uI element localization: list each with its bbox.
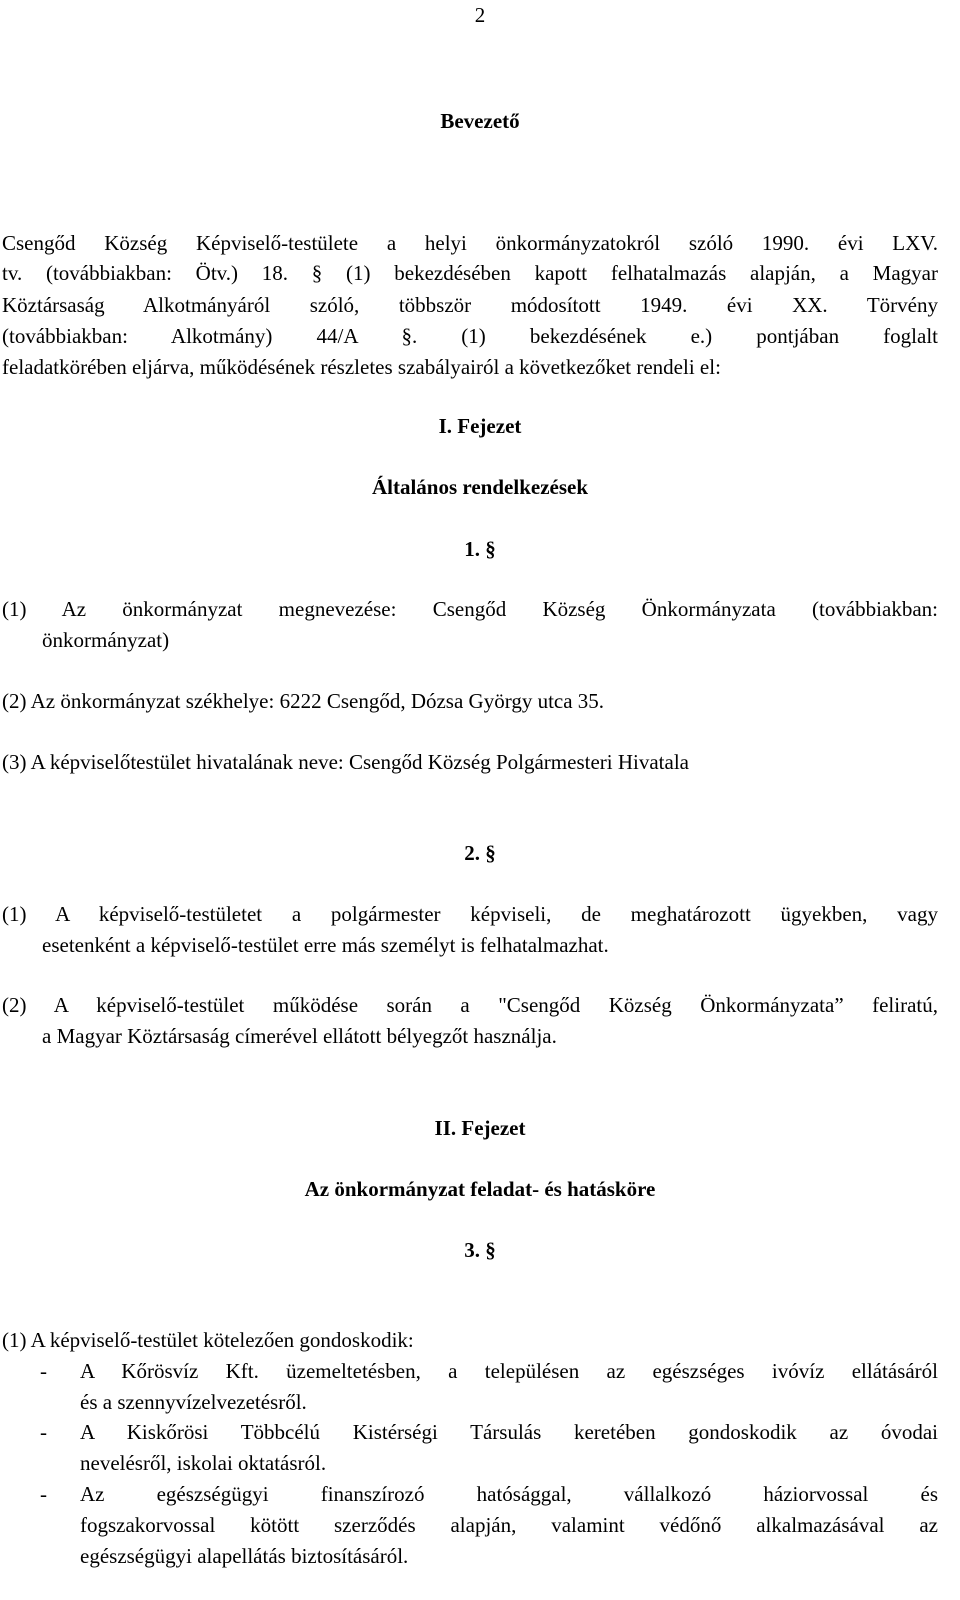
section-1-para-1-line-1: (1) Az önkormányzat megnevezése: Csengőd Község Önkormányzata (továbbiakban: [2, 597, 938, 621]
section-1-para-3: (3) A képviselőtestület hivatalának neve: Csengőd Község Polgármesteri Hivatala [2, 750, 689, 774]
list-item-1-line-1: A Kőrösvíz Kft. üzemeltetésben, a településen az egészséges ivóvíz ellátásáról [80, 1359, 938, 1383]
intro-line-3: Köztársaság Alkotmányáról szóló, többször módosított 1949. évi XX. Törvény [2, 293, 938, 317]
section-1-para-1-line-2: önkormányzat) [42, 628, 170, 652]
intro-line-5: feladatkörében eljárva, működésének részletes szabályairól a következőket rendeli el: [2, 355, 721, 379]
list-bullet: - [40, 1482, 47, 1506]
list-item-3-line-2: fogszakorvossal kötött szerződés alapján, valamint védőnő alkalmazásával az [80, 1513, 938, 1537]
section-2-para-2-line-2: a Magyar Köztársaság címerével ellátott bélyegzőt használja. [42, 1024, 557, 1048]
section-1-para-2: (2) Az önkormányzat székhelye: 6222 Csengőd, Dózsa György utca 35. [2, 689, 605, 713]
intro-line-1: Csengőd Község Képviselő-testülete a helyi önkormányzatokról szóló 1990. évi LXV. [2, 231, 938, 255]
list-item-1-line-2: és a szennyvízelvezetésről. [80, 1390, 307, 1414]
list-bullet: - [40, 1420, 47, 1444]
list-item-2-line-2: nevelésről, iskolai oktatásról. [80, 1451, 327, 1475]
page-title: Bevezető [440, 109, 520, 133]
list-item-3-line-1: Az egészségügyi finanszírozó hatósággal, vállalkozó háziorvossal és [80, 1482, 938, 1506]
section-3-heading: 3. § [464, 1238, 496, 1262]
section-2-heading: 2. § [464, 841, 496, 865]
list-item-3-line-3: egészségügyi alapellátás biztosításáról. [80, 1544, 409, 1568]
list-item-2-line-1: A Kiskőrösi Többcélú Kistérségi Társulás keretében gondoskodik az óvodai [80, 1420, 938, 1444]
intro-line-4: (továbbiakban: Alkotmány) 44/A §. (1) bekezdésének e.) pontjában foglalt [2, 324, 938, 348]
section-2-para-2-line-1: (2) A képviselő-testület működése során a "Csengőd Község Önkormányzata” feliratú, [2, 993, 938, 1017]
page-number: 2 [474, 3, 486, 27]
chapter-1-title: Általános rendelkezések [371, 475, 589, 499]
chapter-2-title: Az önkormányzat feladat- és hatásköre [304, 1177, 656, 1201]
section-2-para-1-line-1: (1) A képviselő-testületet a polgármester képviseli, de meghatározott ügyekben, vagy [2, 902, 938, 926]
list-bullet: - [40, 1359, 47, 1383]
chapter-2-number: II. Fejezet [434, 1116, 526, 1140]
section-1-heading: 1. § [464, 537, 496, 561]
chapter-1-number: I. Fejezet [438, 414, 522, 438]
section-3-para-1: (1) A képviselő-testület kötelezően gondoskodik: [2, 1328, 414, 1352]
intro-line-2: tv. (továbbiakban: Ötv.) 18. § (1) bekezdésében kapott felhatalmazás alapján, a Magyar [2, 261, 938, 285]
section-2-para-1-line-2: esetenként a képviselő-testület erre más személyt is felhatalmazhat. [42, 933, 609, 957]
